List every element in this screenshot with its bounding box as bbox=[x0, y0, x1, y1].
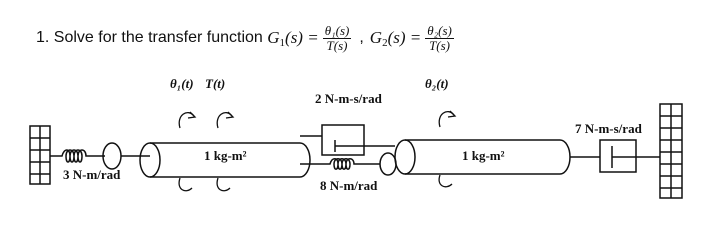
inertia-1-label: 1 kg-m² bbox=[204, 148, 247, 163]
theta2-arrow-icon bbox=[439, 111, 455, 187]
g1-numerator: θ₁(s) bbox=[324, 22, 350, 38]
spring-middle bbox=[300, 153, 396, 175]
g2-denominator: T(s) bbox=[429, 37, 451, 53]
spring-left bbox=[50, 150, 105, 162]
spring-left-label: 3 N-m/rad bbox=[63, 167, 121, 182]
right-wall bbox=[660, 104, 682, 198]
damper-right-label: 7 N-m-s/rad bbox=[575, 121, 642, 136]
inertia-2-label: 1 kg-m² bbox=[462, 148, 505, 163]
question-prompt: Solve for the transfer function bbox=[53, 29, 263, 46]
g2-function: $G_2(s)$ = bbox=[369, 27, 422, 49]
angle-marker-lower-icon bbox=[179, 178, 230, 191]
g1-function: $G_1(s)$ = bbox=[267, 27, 319, 49]
spring-middle-label: 8 N-m/rad bbox=[320, 178, 378, 193]
theta1-arrow-icon bbox=[179, 112, 195, 128]
left-wall bbox=[30, 126, 50, 184]
question-number: 1. bbox=[36, 29, 50, 46]
torque-label: T(t) bbox=[205, 76, 226, 91]
damper-middle-label: 2 N-m-s/rad bbox=[315, 91, 382, 106]
separator: , bbox=[359, 29, 364, 46]
torque-arrow-icon bbox=[217, 112, 233, 128]
damper-right bbox=[570, 140, 660, 172]
damper-middle bbox=[300, 125, 395, 155]
g2-numerator: θ₂(s) bbox=[427, 22, 452, 38]
g1-denominator: T(s) bbox=[326, 37, 348, 53]
theta2-label: θ₂(t) bbox=[425, 76, 449, 91]
theta1-label: θ₁(t) bbox=[170, 76, 194, 91]
